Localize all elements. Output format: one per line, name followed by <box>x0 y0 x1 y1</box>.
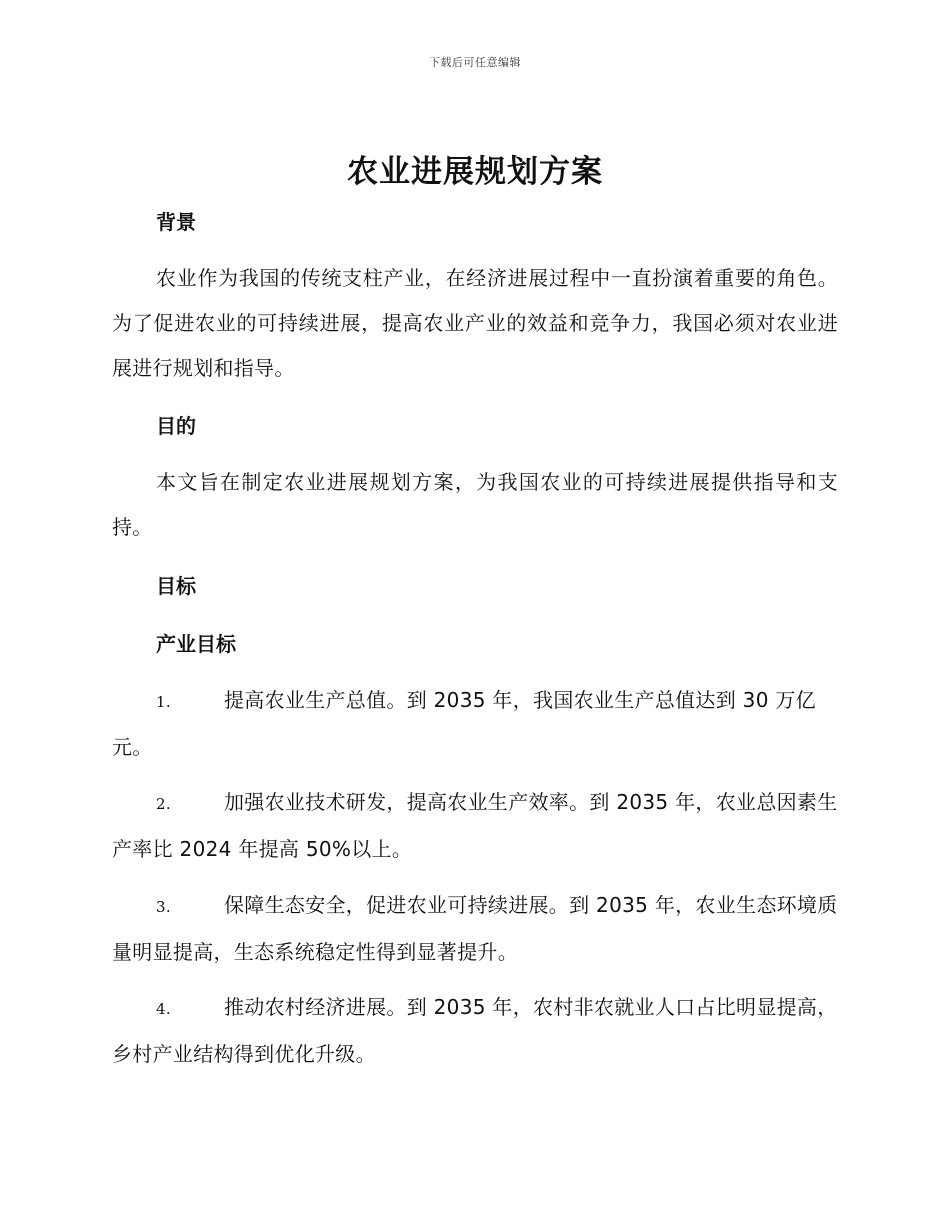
section-heading-background: 背景 <box>156 210 196 234</box>
list-item-number: 2. <box>156 795 171 813</box>
list-item-text: 加强农业技术研发，提高农业生产效率。到 2035 年，农业总因素生产率比 2024 年提高 50%以上。 <box>112 790 838 861</box>
list-item-text: 提高农业生产总值。到 2035 年，我国农业生产总值达到 30 万亿元。 <box>112 688 816 759</box>
list-item-number: 3. <box>156 898 171 916</box>
section-paragraph-background: 农业作为我国的传统支柱产业，在经济进展过程中一直扮演着重要的角色。为了促进农业的可持续进展，提高农业产业的效益和竞争力，我国必须对农业进展进行规划和指导。 <box>112 266 838 380</box>
section-paragraph-purpose: 本文旨在制定农业进展规划方案，为我国农业的可持续进展提供指导和支持。 <box>112 470 838 539</box>
list-item-text: 保障生态安全，促进农业可持续进展。到 2035 年，农业生态环境质量明显提高，生态系统稳定性得到显著提升。 <box>112 893 838 964</box>
page-header-note: 下载后可任意编辑 <box>429 56 521 69</box>
list-item <box>112 985 838 1077</box>
list-item <box>112 678 838 770</box>
subsection-heading-industry-goals: 产业目标 <box>156 632 236 656</box>
list-item <box>112 780 838 872</box>
list-item <box>112 883 838 975</box>
document-title: 农业进展规划方案 <box>347 154 603 190</box>
list-item-number: 4. <box>156 1000 171 1018</box>
list-item-number: 1. <box>156 693 171 711</box>
section-heading-goals: 目标 <box>156 574 196 598</box>
list-item-text: 推动农村经济进展。到 2035 年，农村非农就业人口占比明显提高，乡村产业结构得到优化升级。 <box>112 995 838 1066</box>
section-heading-purpose: 目的 <box>156 414 196 438</box>
